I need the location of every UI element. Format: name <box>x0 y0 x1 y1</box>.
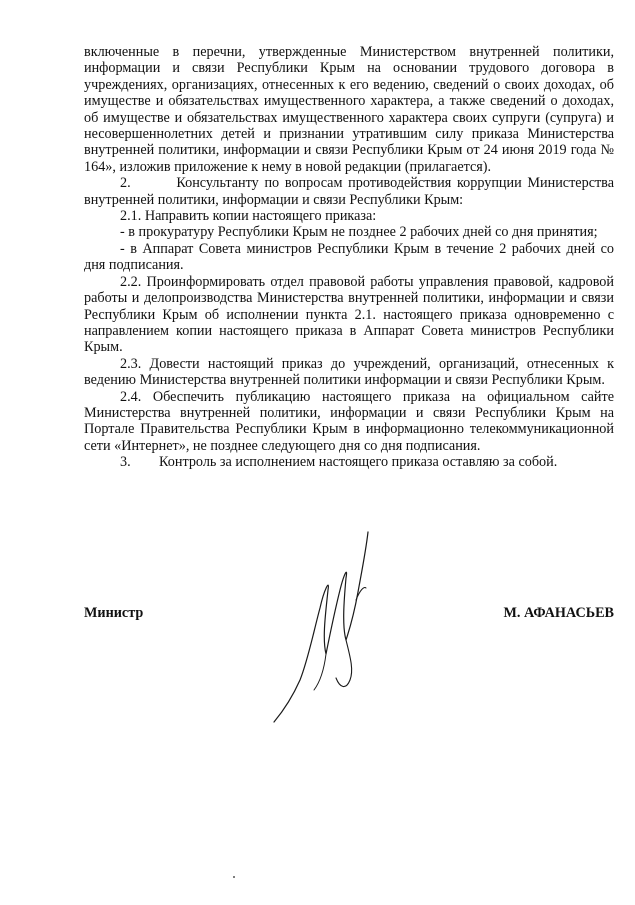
scan-artifact-dot <box>233 876 235 878</box>
paragraph-item-2: 2. Консультанту по вопросам противодействия коррупции Министерства внутренней политики, информации и связи Республики Крым: <box>84 175 614 208</box>
paragraph-item-2-2: 2.2. Проинформировать отдел правовой работы управления правовой, кадровой работы и делопроизводства Министерства внутренней политики, информации и связи Республики Крым об исполнении пункта 2.1. настоящего приказа одновременно с направлением копии настоящего приказа в Аппарат Совета министров Республики Крым. <box>84 273 614 356</box>
signatory-position: Министр <box>84 605 144 621</box>
paragraph-item-2-4: 2.4. Обеспечить публикацию настоящего приказа на официальном сайте Министерства внутренней политики, информации и связи Республики Крым на Портале Правительства Республики Крым в информационно телекоммуникационной сети «Интернет», не позднее следующего дня со дня подписания. <box>84 388 614 454</box>
paragraph-item-2-3: 2.3. Довести настоящий приказ до учреждений, организаций, отнесенных к ведению Министерства внутренней политики информации и связи Республики Крым. <box>84 355 614 389</box>
paragraph-intro-continuation: включенные в перечни, утвержденные Министерством внутренней политики, информации и связи Республики Крым на основании трудового договора в учреждениях, организациях, отнесенных к его ведению, сведений о своих доходах, об имуществе и обязательствах имущественного характера, а также сведений о доходах, об имуществе и обязательствах имущественного характера своих супруги (супруга) и несовершеннолетних детей и признании утратившим силу приказа Министерства внутренней политики, информации и связи Республики Крым от 24 июня 2019 года № 164», изложив приложение к нему в новой редакции (прилагается). <box>84 44 614 175</box>
signatory-name: М. АФАНАСЬЕВ <box>503 605 614 621</box>
handwritten-signature <box>270 530 380 730</box>
paragraph-bullet-prosecutor: - в прокуратуру Республики Крым не позднее 2 рабочих дней со дня принятия; <box>120 224 598 241</box>
paragraph-bullet-council: - в Аппарат Совета министров Республики Крым в течение 2 рабочих дней со дня подписания. <box>84 240 614 274</box>
document-body <box>84 44 614 471</box>
signature-block <box>84 605 614 625</box>
paragraph-item-2-1: 2.1. Направить копии настоящего приказа: <box>120 208 377 225</box>
paragraph-item-3: 3. Контроль за исполнением настоящего приказа оставляю за собой. <box>120 454 558 471</box>
